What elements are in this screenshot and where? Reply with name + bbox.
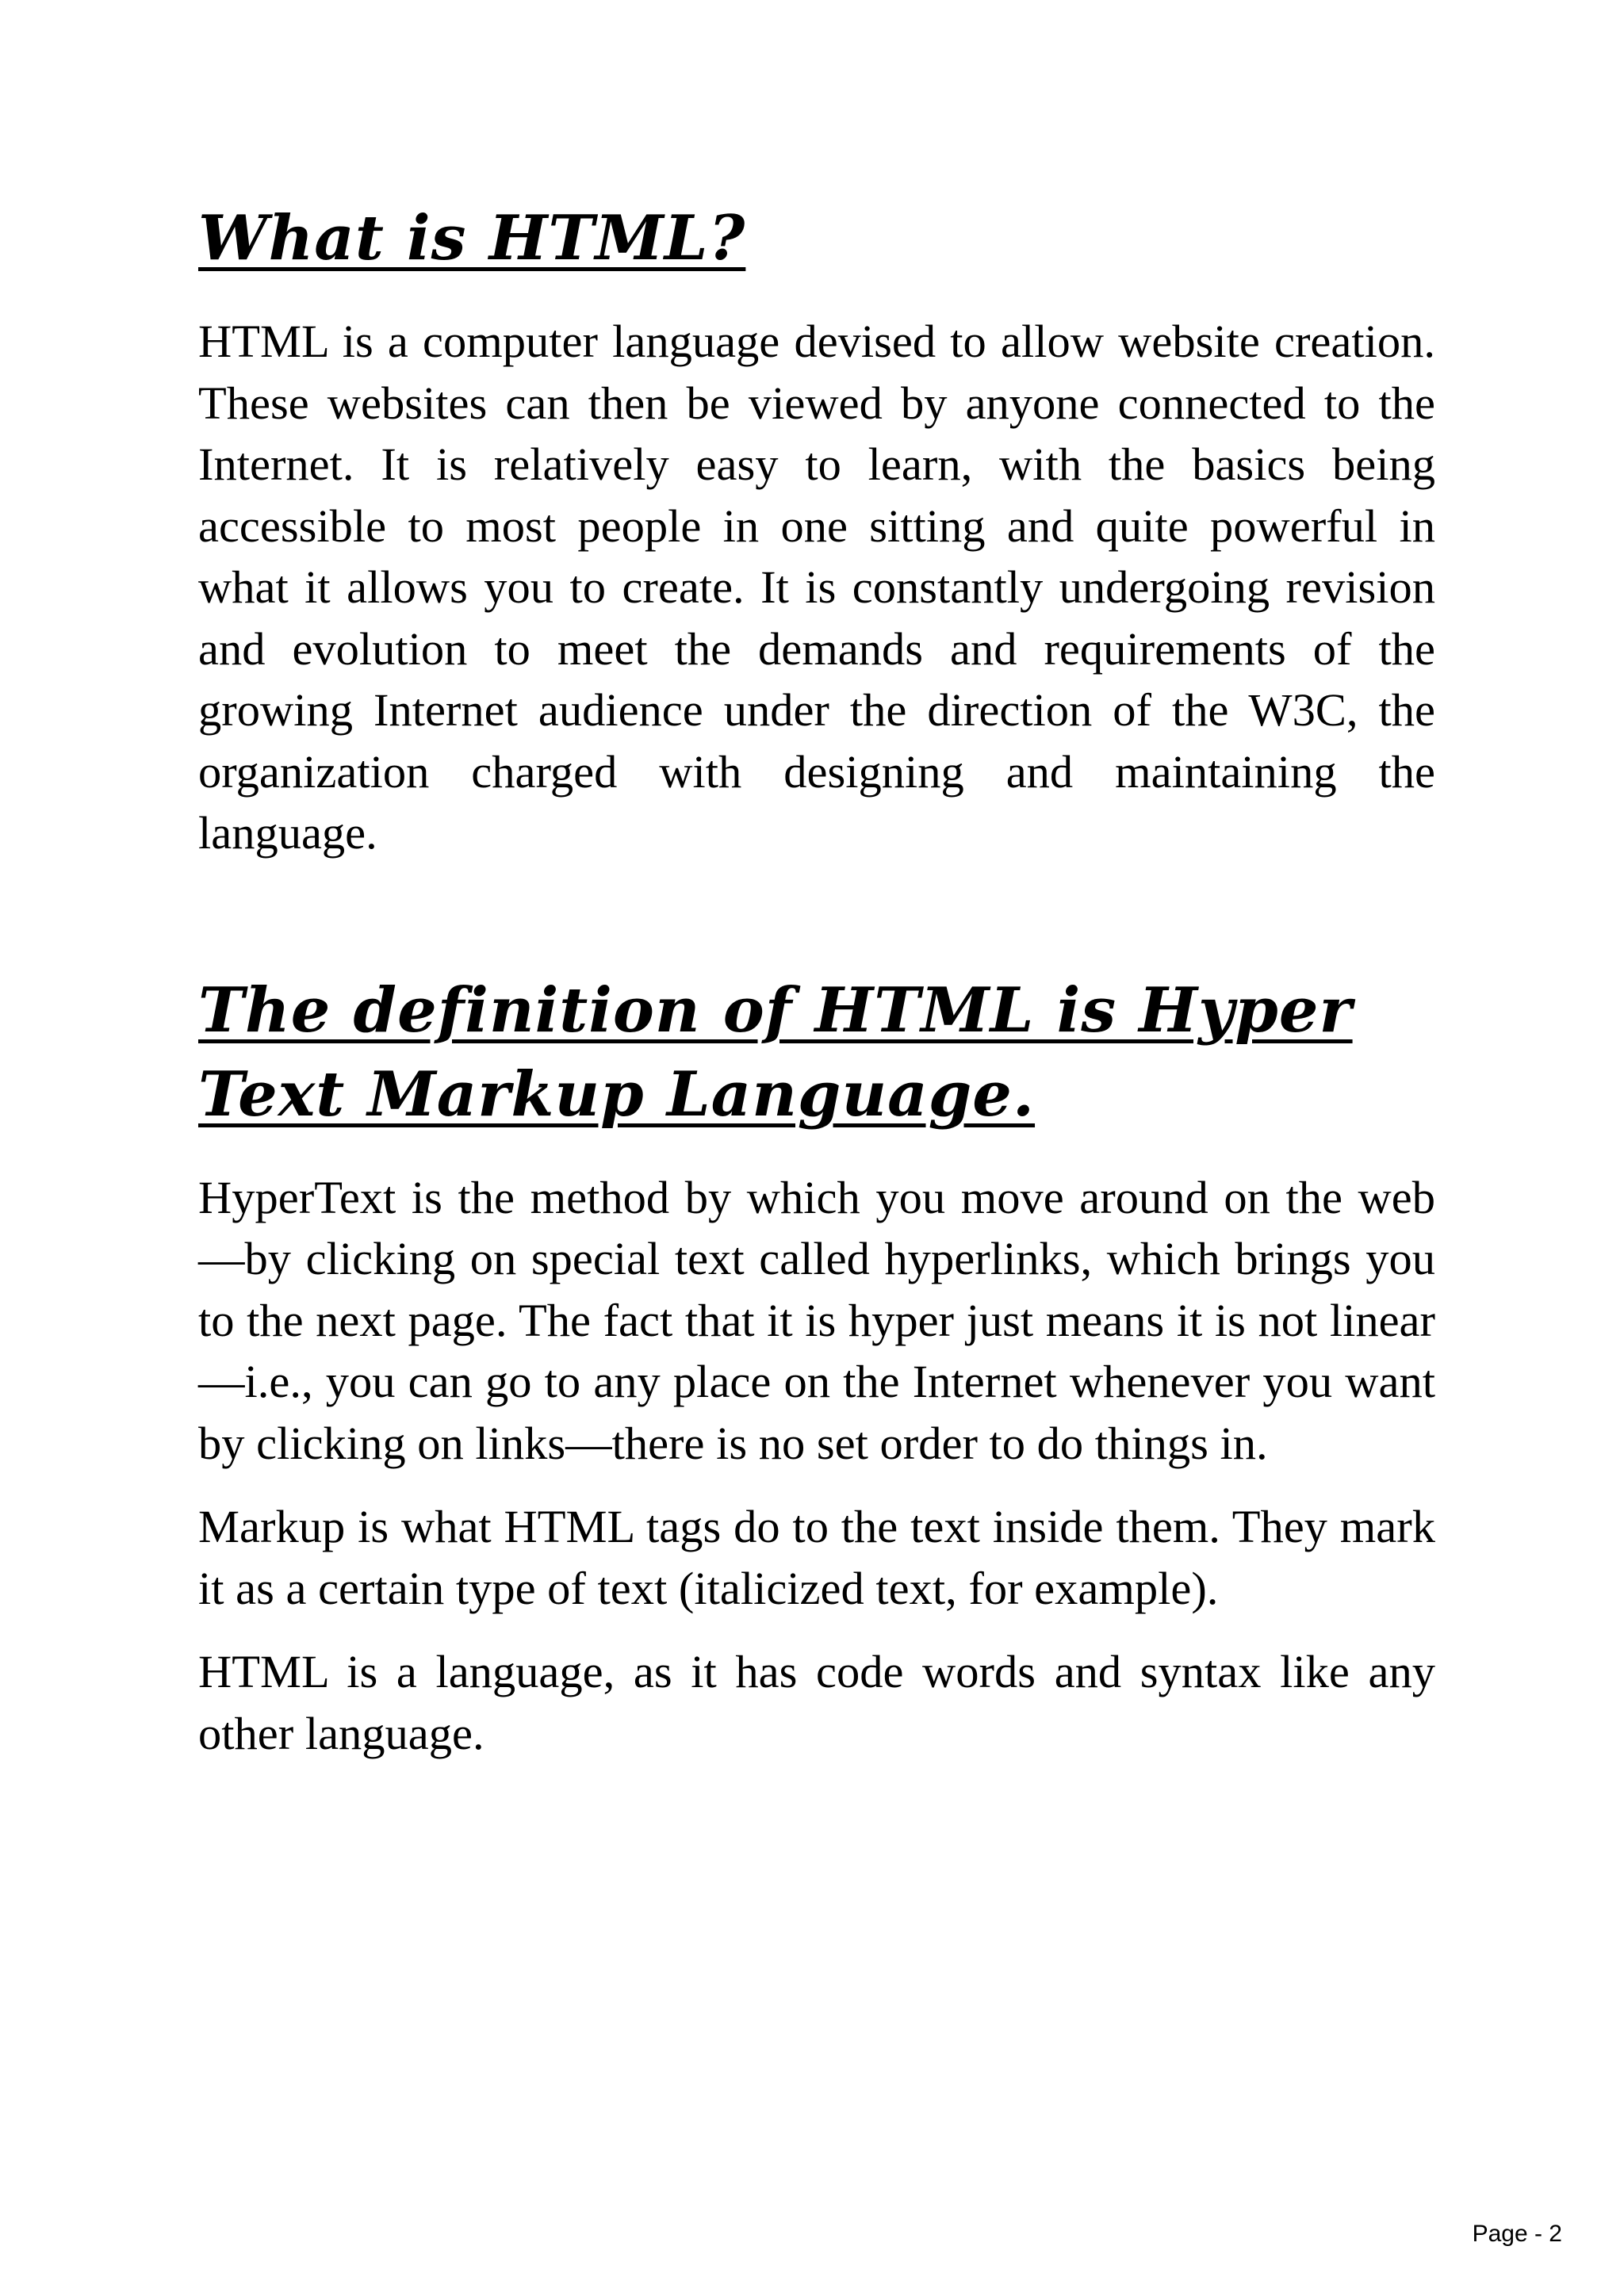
paragraph-html-intro: HTML is a computer language devised to allow website creation. These websites can then be viewed by anyone connected to the Internet. It is relatively easy to learn, with the basics being accessible to most people in one sitting and quite powerful in what it allows you to create. It is constantly undergoing revision and evolution to meet the demands and requirements of the growing Internet audience under the direction of the W3C, the organization charged with designing and maintaining the language.	[198, 316, 1435, 859]
paragraph-language: HTML is a language, as it has code words and syntax like any other language.	[198, 1646, 1435, 1759]
paragraph-hypertext: HyperText is the method by which you move around on the web—by clicking on special text called hyperlinks, which brings you to the next page. The fact that it is hyper just means it is not linear—i.e., you can go to any place on the Internet whenever you want by clicking on links—there is no set order to do things in.	[198, 1171, 1435, 1469]
page-number: Page - 2	[1472, 2221, 1562, 2247]
paragraph-markup: Markup is what HTML tags do to the text inside them. They mark it as a certain type of text (italicized text, for example).	[198, 1501, 1435, 1614]
heading-what-is-html: What is HTML?	[198, 202, 746, 274]
heading-html-definition: The definition of HTML is Hyper Text Markup Language.	[198, 974, 1353, 1131]
document-page	[198, 182, 1435, 1764]
